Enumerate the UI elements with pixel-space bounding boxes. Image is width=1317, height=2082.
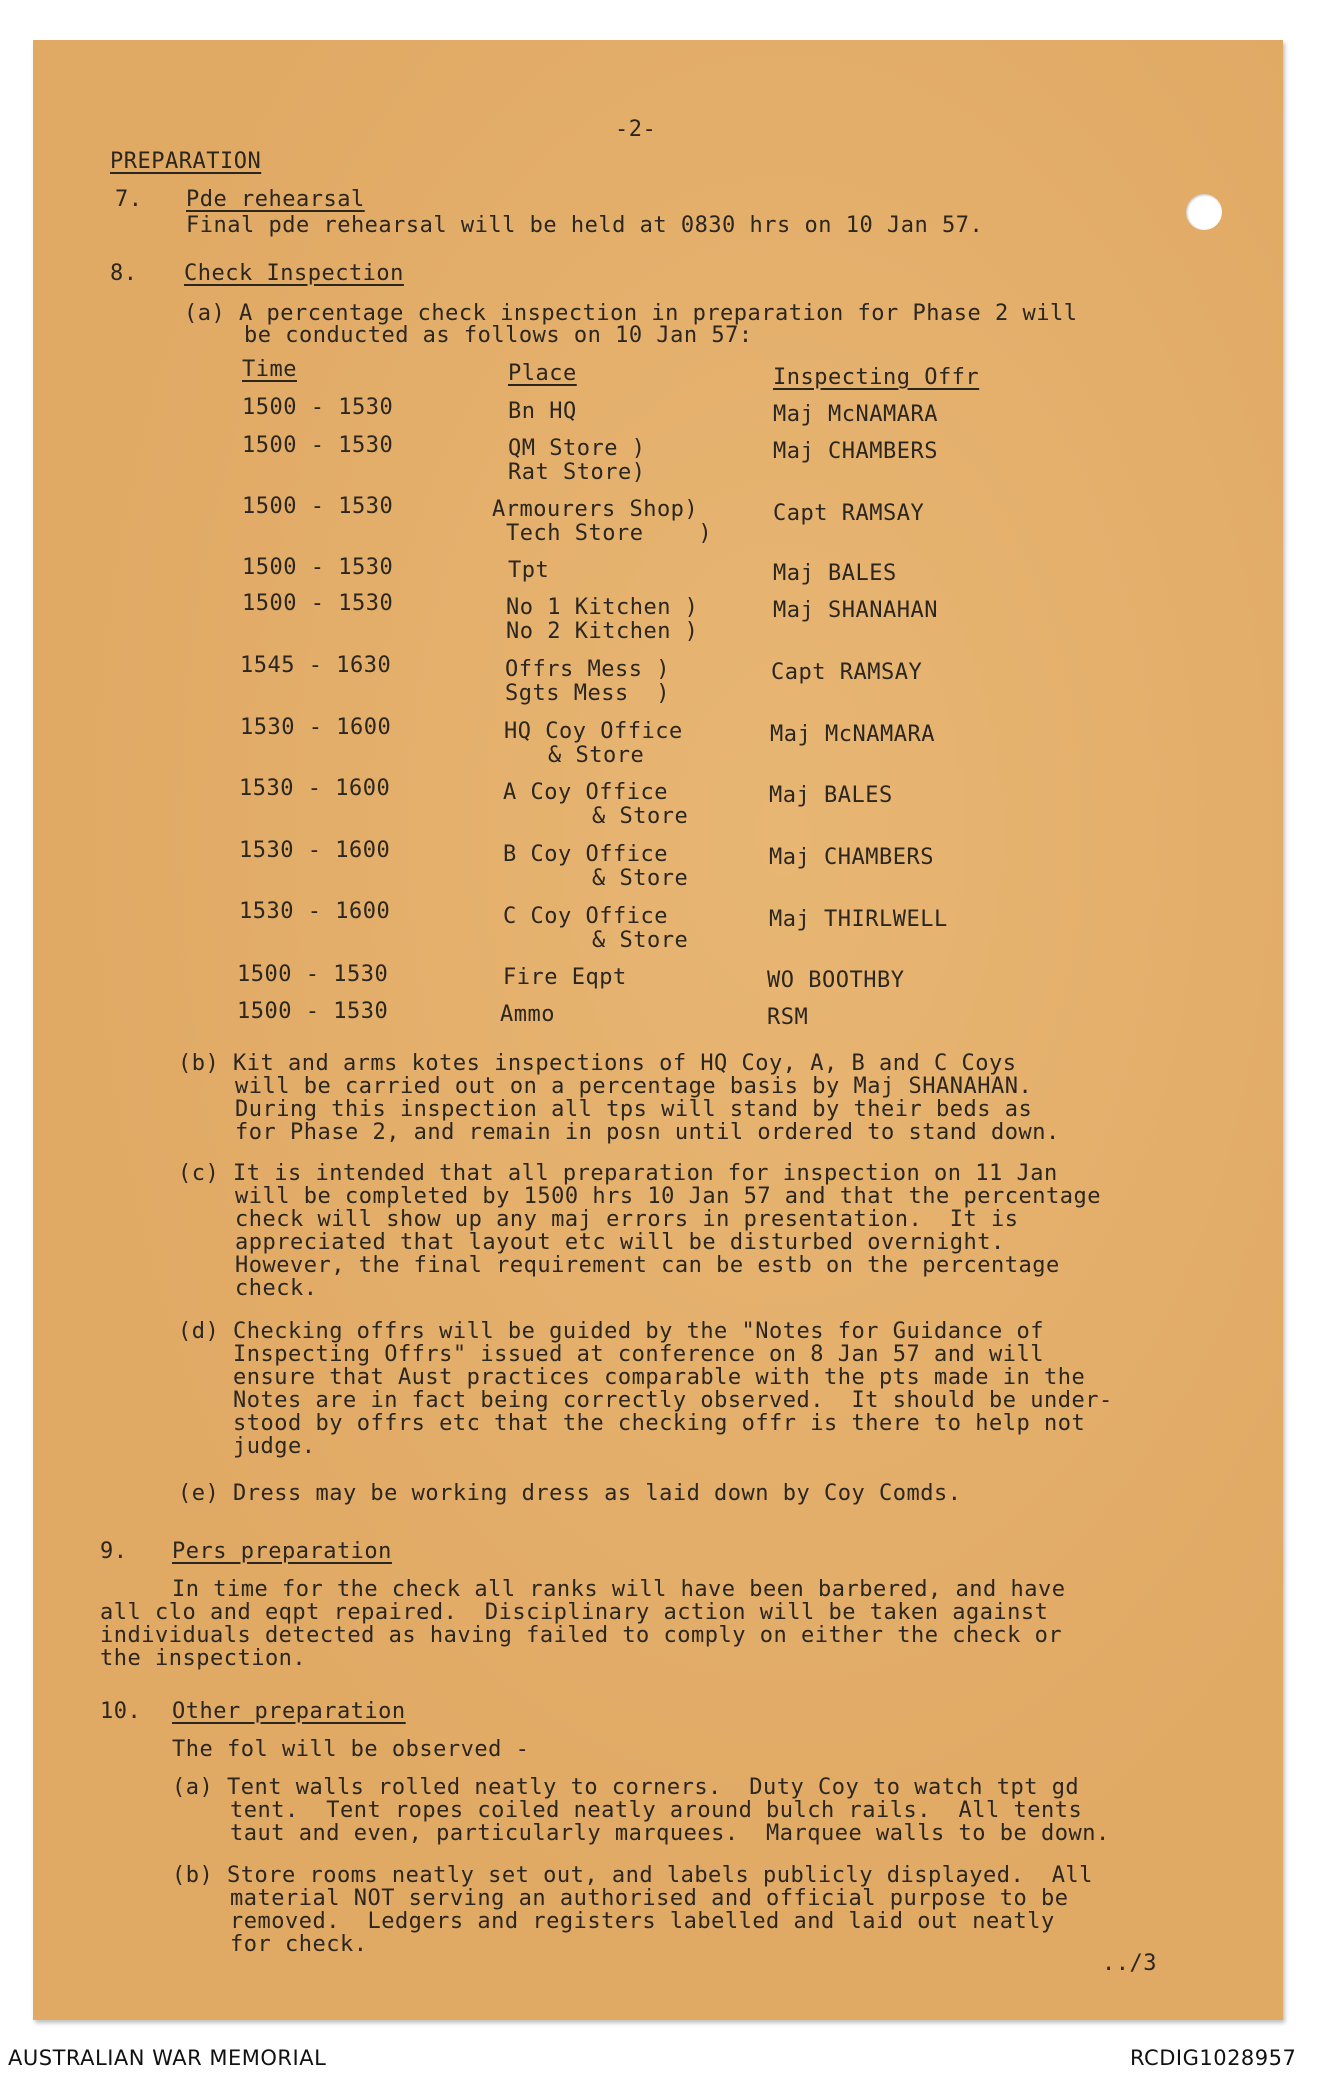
- row-place: Armourers Shop): [492, 497, 699, 522]
- row-time: 1530 - 1600: [239, 838, 391, 863]
- row-officer: RSM: [767, 1005, 809, 1030]
- s8a-line: be conducted as follows on 10 Jan 57:: [244, 323, 753, 348]
- s8a-line: (a) A percentage check inspection in preparation for Phase 2 will: [184, 301, 1078, 326]
- row-time: 1500 - 1530: [242, 494, 394, 519]
- s9-line: the inspection.: [100, 1646, 307, 1671]
- footer-id: RCDIG1028957: [1130, 2046, 1297, 2070]
- row-officer: Maj THIRLWELL: [769, 907, 948, 932]
- row-place: Tech Store ): [506, 521, 713, 546]
- s7-number: 7.: [115, 187, 143, 212]
- row-place: No 1 Kitchen ): [506, 595, 699, 620]
- row-place: Offrs Mess ): [505, 657, 670, 682]
- s8d-line: stood by offrs etc that the checking offr is there to help not: [233, 1411, 1086, 1436]
- row-place: Tpt: [508, 558, 550, 583]
- row-officer: Capt RAMSAY: [771, 660, 923, 685]
- row-officer: Maj SHANAHAN: [773, 598, 938, 623]
- row-time: 1530 - 1600: [240, 715, 392, 740]
- row-place: & Store: [548, 743, 645, 768]
- section-heading: PREPARATION: [110, 149, 262, 174]
- row-place: & Store: [592, 804, 689, 829]
- s8c-line: check will show up any maj errors in presentation. It is: [235, 1207, 1019, 1232]
- table-header-officer: Inspecting Offr: [773, 365, 980, 390]
- row-place: Rat Store): [508, 460, 646, 485]
- s9-number: 9.: [100, 1539, 128, 1564]
- s8b-line: During this inspection all tps will stand by their beds as: [235, 1097, 1033, 1122]
- s8c-line: will be completed by 1500 hrs 10 Jan 57 and that the percentage: [235, 1184, 1101, 1209]
- s8b-line: (b) Kit and arms kotes inspections of HQ Coy, A, B and C Coys: [178, 1051, 1017, 1076]
- row-officer: Maj BALES: [769, 783, 893, 808]
- row-officer: WO BOOTHBY: [767, 968, 905, 993]
- row-time: 1530 - 1600: [239, 899, 391, 924]
- table-header-place: Place: [508, 361, 577, 386]
- row-time: 1545 - 1630: [240, 653, 392, 678]
- s8d-line: (d) Checking offrs will be guided by the "Notes for Guidance of: [178, 1319, 1044, 1344]
- row-place: B Coy Office: [503, 842, 668, 867]
- s8-number: 8.: [110, 261, 138, 286]
- row-officer: Maj CHAMBERS: [769, 845, 934, 870]
- row-place: QM Store ): [508, 436, 646, 461]
- s8d-line: Notes are in fact being correctly observed. It should be under-: [233, 1388, 1113, 1413]
- s10b-line: material NOT serving an authorised and official purpose to be: [230, 1886, 1069, 1911]
- s7-text: Final pde rehearsal will be held at 0830 hrs on 10 Jan 57.: [186, 213, 984, 238]
- row-officer: Maj BALES: [773, 561, 897, 586]
- s10b-line: (b) Store rooms neatly set out, and labels publicly displayed. All: [172, 1863, 1093, 1888]
- s8c-line: check.: [235, 1276, 318, 1301]
- s9-title: Pers preparation: [172, 1539, 392, 1564]
- s10-title: Other preparation: [172, 1699, 406, 1724]
- s10b-line: removed. Ledgers and registers labelled and laid out neatly: [230, 1909, 1055, 1934]
- s8b-line: will be carried out on a percentage basis by Maj SHANAHAN.: [235, 1074, 1033, 1099]
- s10b-line: for check.: [230, 1932, 368, 1957]
- row-officer: Maj McNAMARA: [770, 722, 935, 747]
- s8d-line: judge.: [233, 1434, 316, 1459]
- footer-source: AUSTRALIAN WAR MEMORIAL: [8, 2046, 327, 2070]
- row-time: 1500 - 1530: [237, 999, 389, 1024]
- s10a-line: taut and even, particularly marquees. Marquee walls to be down.: [230, 1821, 1110, 1846]
- row-time: 1530 - 1600: [239, 776, 391, 801]
- row-place: & Store: [592, 866, 689, 891]
- table-header-time: Time: [242, 357, 297, 382]
- s10a-line: (a) Tent walls rolled neatly to corners. Duty Coy to watch tpt gd: [172, 1775, 1080, 1800]
- row-officer: Maj McNAMARA: [773, 402, 938, 427]
- row-time: 1500 - 1530: [242, 555, 394, 580]
- row-place: Bn HQ: [508, 399, 577, 424]
- s8d-line: Inspecting Offrs" issued at conference on 8 Jan 57 and will: [233, 1342, 1044, 1367]
- row-place: & Store: [592, 928, 689, 953]
- row-place: No 2 Kitchen ): [506, 619, 699, 644]
- row-time: 1500 - 1530: [242, 433, 394, 458]
- row-time: 1500 - 1530: [237, 962, 389, 987]
- punch-hole: [1186, 194, 1222, 230]
- row-place: Sgts Mess ): [505, 681, 670, 706]
- s8c-line: (c) It is intended that all preparation for inspection on 11 Jan: [178, 1161, 1058, 1186]
- s10a-line: tent. Tent ropes coiled neatly around bulch rails. All tents: [230, 1798, 1083, 1823]
- row-place: C Coy Office: [503, 904, 668, 929]
- s9-line: individuals detected as having failed to comply on either the check or: [100, 1623, 1063, 1648]
- row-officer: Maj CHAMBERS: [773, 439, 938, 464]
- row-time: 1500 - 1530: [242, 395, 394, 420]
- s8d-line: ensure that Aust practices comparable with the pts made in the: [233, 1365, 1086, 1390]
- s10-number: 10.: [100, 1699, 142, 1724]
- page-number: -2-: [615, 117, 657, 142]
- s8-title: Check Inspection: [184, 261, 404, 286]
- row-place: Ammo: [500, 1002, 555, 1027]
- continuation-marker: ../3: [1102, 1951, 1157, 1976]
- row-place: A Coy Office: [503, 780, 668, 805]
- row-place: HQ Coy Office: [504, 719, 683, 744]
- s9-line: In time for the check all ranks will have been barbered, and have: [172, 1577, 1066, 1602]
- row-time: 1500 - 1530: [242, 591, 394, 616]
- s8c-line: However, the final requirement can be estb on the percentage: [235, 1253, 1060, 1278]
- s10-intro: The fol will be observed -: [172, 1737, 530, 1762]
- s7-title: Pde rehearsal: [186, 187, 365, 212]
- s9-line: all clo and eqpt repaired. Disciplinary action will be taken against: [100, 1600, 1049, 1625]
- s8c-line: appreciated that layout etc will be disturbed overnight.: [235, 1230, 1005, 1255]
- row-place: Fire Eqpt: [503, 965, 627, 990]
- s8e-line: (e) Dress may be working dress as laid down by Coy Comds.: [178, 1481, 962, 1506]
- row-officer: Capt RAMSAY: [773, 501, 925, 526]
- s8b-line: for Phase 2, and remain in posn until ordered to stand down.: [235, 1120, 1060, 1145]
